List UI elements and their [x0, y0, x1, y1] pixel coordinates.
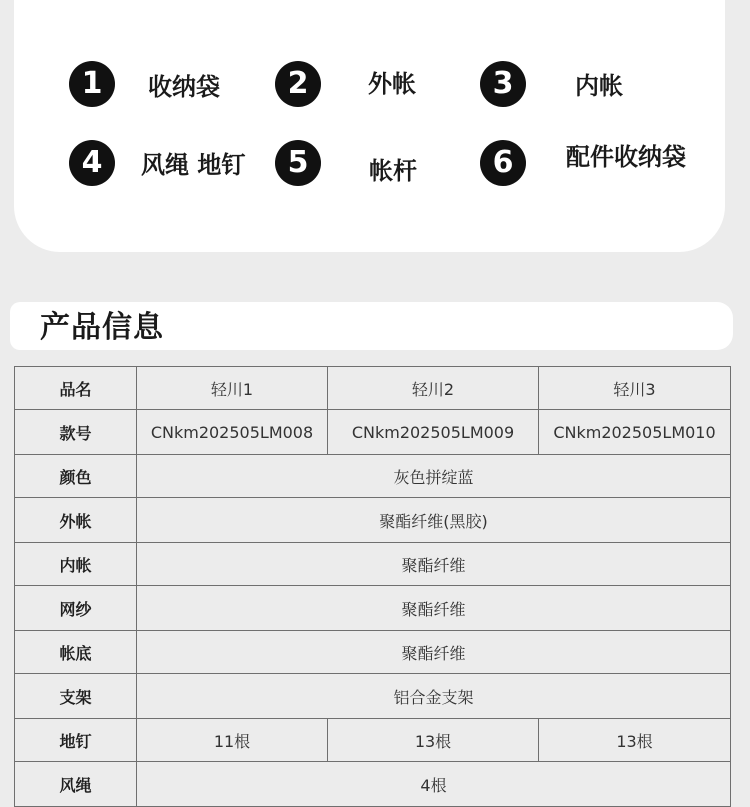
- row-label: 内帐: [15, 543, 137, 586]
- table-row-mesh: [15, 586, 731, 631]
- table-cell: CNkm202505LM010: [539, 410, 731, 455]
- table-cell: 轻川2: [328, 367, 539, 410]
- table-row-floor: [15, 631, 731, 674]
- row-label: 风绳: [15, 762, 137, 807]
- table-cell: 灰色拼绽蓝: [137, 455, 731, 498]
- number-badge-4: 4: [69, 140, 115, 186]
- number-badge-5: 5: [275, 140, 321, 186]
- component-label-2: 外帐: [368, 70, 416, 98]
- table-cell: 聚酯纤维: [137, 631, 731, 674]
- section-title: 产品信息: [40, 310, 164, 345]
- component-label-1: 收纳袋: [148, 73, 220, 101]
- component-label-4: 风绳 地钉: [141, 151, 246, 179]
- component-label-6: 配件收纳袋: [566, 143, 686, 171]
- table-cell: 铝合金支架: [137, 674, 731, 719]
- table-row-stakes: [15, 719, 731, 762]
- row-label: 地钉: [15, 719, 137, 762]
- number-badge-1: 1: [69, 61, 115, 107]
- table-cell: 聚酯纤维: [137, 586, 731, 631]
- table-row-style-no: [15, 410, 731, 455]
- component-label-5: 帐杆: [369, 157, 417, 185]
- number-badge-3: 3: [480, 61, 526, 107]
- row-label: 帐底: [15, 631, 137, 674]
- table-cell: CNkm202505LM009: [328, 410, 539, 455]
- table-row-color: [15, 455, 731, 498]
- number-badge-6: 6: [480, 140, 526, 186]
- row-label: 网纱: [15, 586, 137, 631]
- spec-table: [14, 366, 731, 807]
- table-cell: 轻川3: [539, 367, 731, 410]
- table-row-model-name: [15, 367, 731, 410]
- row-label: 支架: [15, 674, 137, 719]
- row-label: 颜色: [15, 455, 137, 498]
- row-label: 款号: [15, 410, 137, 455]
- table-cell: CNkm202505LM008: [137, 410, 328, 455]
- components-card: [14, 0, 725, 252]
- table-cell: 13根: [539, 719, 731, 762]
- table-cell: 11根: [137, 719, 328, 762]
- table-cell: 13根: [328, 719, 539, 762]
- table-cell: 轻川1: [137, 367, 328, 410]
- row-label: 外帐: [15, 498, 137, 543]
- table-row-outer-tent: [15, 498, 731, 543]
- row-label: 品名: [15, 367, 137, 410]
- component-label-3: 内帐: [575, 72, 623, 100]
- table-row-frame: [15, 674, 731, 719]
- section-header: [10, 302, 733, 350]
- table-row-inner-tent: [15, 543, 731, 586]
- number-badge-2: 2: [275, 61, 321, 107]
- table-cell: 4根: [137, 762, 731, 807]
- table-cell: 聚酯纤维(黑胶): [137, 498, 731, 543]
- table-cell: 聚酯纤维: [137, 543, 731, 586]
